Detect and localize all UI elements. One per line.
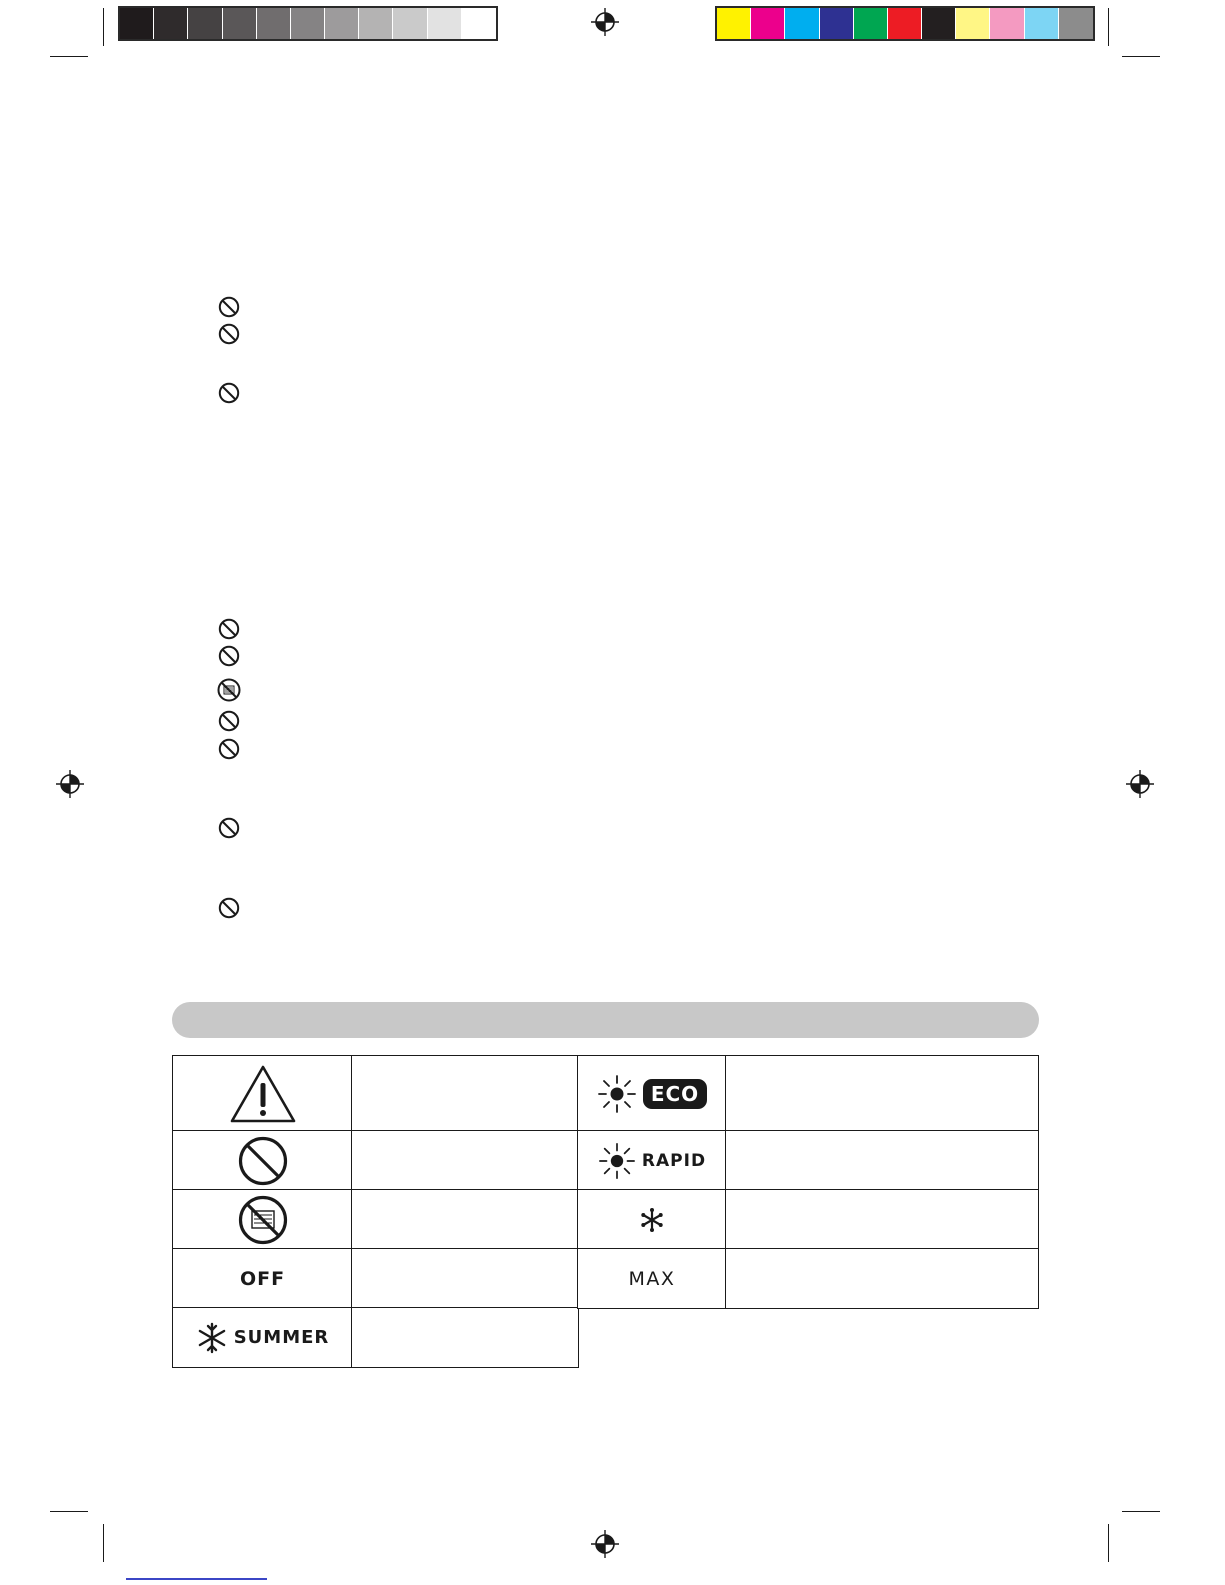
colour-swatch [751, 8, 785, 39]
colour-swatch [956, 8, 990, 39]
footer-link-underline [126, 1578, 267, 1580]
symbol-cell-off [172, 1248, 353, 1309]
registration-mark-icon [591, 8, 619, 36]
colour-calibration-bar [715, 6, 1095, 41]
section-header-banner [172, 1002, 1039, 1038]
symbol-cell-asterisk [577, 1189, 727, 1250]
crop-mark [50, 56, 88, 57]
summer-label: SUMMER [233, 1327, 330, 1348]
prohibition-icon [218, 323, 240, 345]
rapid-label: RAPID [641, 1150, 707, 1171]
greyscale-swatch [188, 8, 222, 39]
crop-mark [1122, 1511, 1160, 1512]
symbol-description [351, 1189, 579, 1250]
eco-label: ECO [650, 1081, 700, 1106]
no-cover-icon [237, 1194, 289, 1246]
symbol-cell-warning [172, 1055, 353, 1132]
crop-mark [50, 1511, 88, 1512]
colour-swatch [785, 8, 819, 39]
symbol-description [351, 1055, 579, 1132]
greyscale-swatch [393, 8, 427, 39]
sun-icon [598, 1142, 636, 1180]
greyscale-swatch [359, 8, 393, 39]
crop-mark [1108, 8, 1109, 46]
crop-mark [1108, 1524, 1109, 1562]
off-text-icon: OFF [239, 1267, 286, 1290]
symbol-cell-rapid [577, 1130, 727, 1191]
asterisk-icon [639, 1207, 665, 1233]
crop-mark [103, 1524, 104, 1562]
registration-mark-icon [591, 1530, 619, 1558]
colour-swatch [820, 8, 854, 39]
symbol-description [725, 1055, 1039, 1132]
colour-swatch [922, 8, 956, 39]
symbol-description [725, 1189, 1039, 1250]
max-text-icon: MAX [628, 1267, 676, 1290]
crop-mark [1122, 56, 1160, 57]
symbol-description [351, 1248, 579, 1309]
prohibition-icon [218, 618, 240, 640]
greyscale-swatch [462, 8, 496, 39]
colour-swatch [1059, 8, 1093, 39]
colour-swatch [717, 8, 751, 39]
prohibition-icon [218, 897, 240, 919]
greyscale-swatch [257, 8, 291, 39]
eco-badge [643, 1079, 707, 1109]
sun-icon [597, 1074, 637, 1114]
colour-swatch [854, 8, 888, 39]
colour-swatch [888, 8, 922, 39]
registration-mark-icon [1126, 770, 1154, 798]
symbol-description [725, 1130, 1039, 1191]
prohibition-icon [218, 710, 240, 732]
crop-mark [103, 8, 104, 46]
prohibition-icon [218, 738, 240, 760]
symbol-cell-summer [172, 1307, 353, 1368]
symbol-cell-max [577, 1248, 727, 1309]
symbol-description [725, 1248, 1039, 1309]
colour-swatch [1025, 8, 1059, 39]
symbol-cell-prohibition [172, 1130, 353, 1191]
greyscale-swatch [223, 8, 257, 39]
prohibition-icon [218, 382, 240, 404]
greyscale-swatch [154, 8, 188, 39]
prohibition-icon [237, 1135, 289, 1187]
colour-swatch [990, 8, 1024, 39]
symbol-description [351, 1307, 579, 1368]
greyscale-calibration-bar [118, 6, 498, 41]
snowflake-icon [196, 1322, 228, 1354]
symbol-cell-no-cover [172, 1189, 353, 1250]
symbol-cell-eco [577, 1055, 727, 1132]
no-cover-icon [217, 678, 241, 702]
greyscale-swatch [428, 8, 462, 39]
greyscale-swatch [325, 8, 359, 39]
prohibition-icon [218, 817, 240, 839]
prohibition-icon [218, 645, 240, 667]
warning-triangle-icon [228, 1063, 298, 1125]
registration-mark-icon [56, 770, 84, 798]
greyscale-swatch [120, 8, 154, 39]
greyscale-swatch [291, 8, 325, 39]
prohibition-icon [218, 296, 240, 318]
symbol-description [351, 1130, 579, 1191]
